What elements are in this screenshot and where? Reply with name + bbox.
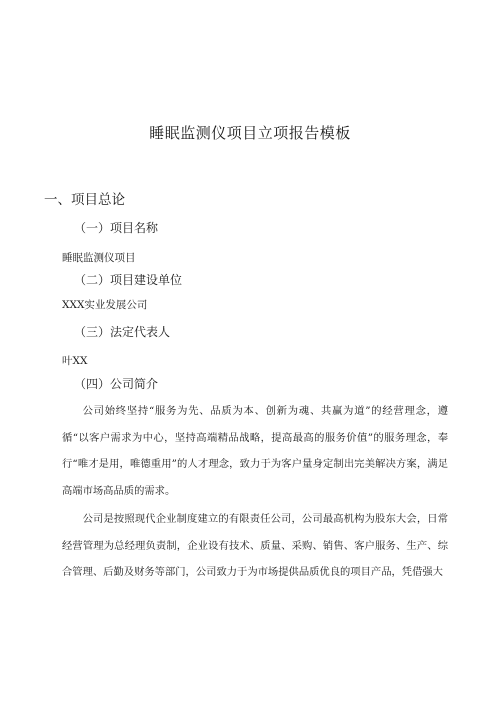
subsection-heading-company-profile: （四）公司简介 — [74, 377, 159, 391]
subsection-heading-project-name: （一）项目名称 — [74, 221, 159, 235]
company-profile-paragraph-2: 公司是按照现代企业制度建立的有限责任公司，公司最高机构为股东大会，日常经营管理为总经理负责制，企业设有技术、质量、采购、销售、客户服务、生产、综合管理、后勤及财务等部门，公司致力于为市场提供品质优良的项目产品，凭借强大 — [62, 513, 448, 578]
section-heading-overview: 一、项目总论 — [44, 192, 125, 208]
subsection-heading-construction-unit: （二）项目建设单位 — [74, 273, 183, 287]
document-title: 睡眠监测仪项目立项报告模板 — [149, 124, 351, 142]
subsection-heading-legal-representative: （三）法定代表人 — [74, 325, 171, 339]
project-name-value: 睡眠监测仪项目 — [62, 252, 136, 264]
company-profile-paragraph-1: 公司始终坚持“服务为先、品质为本、创新为魂、共赢为道”的经营理念，遵循“以客户需求为中心，坚持高端精品战略，提高最高的服务价值”的服务理念，奉行“唯才是用，唯德重用”的人才理念，致力于为客户量身定制出完美解决方案，满足高端市场高品质的需求。 — [62, 405, 448, 497]
legal-representative-value: 叶XX — [62, 355, 88, 367]
construction-unit-value: XXX实业发展公司 — [62, 299, 148, 311]
